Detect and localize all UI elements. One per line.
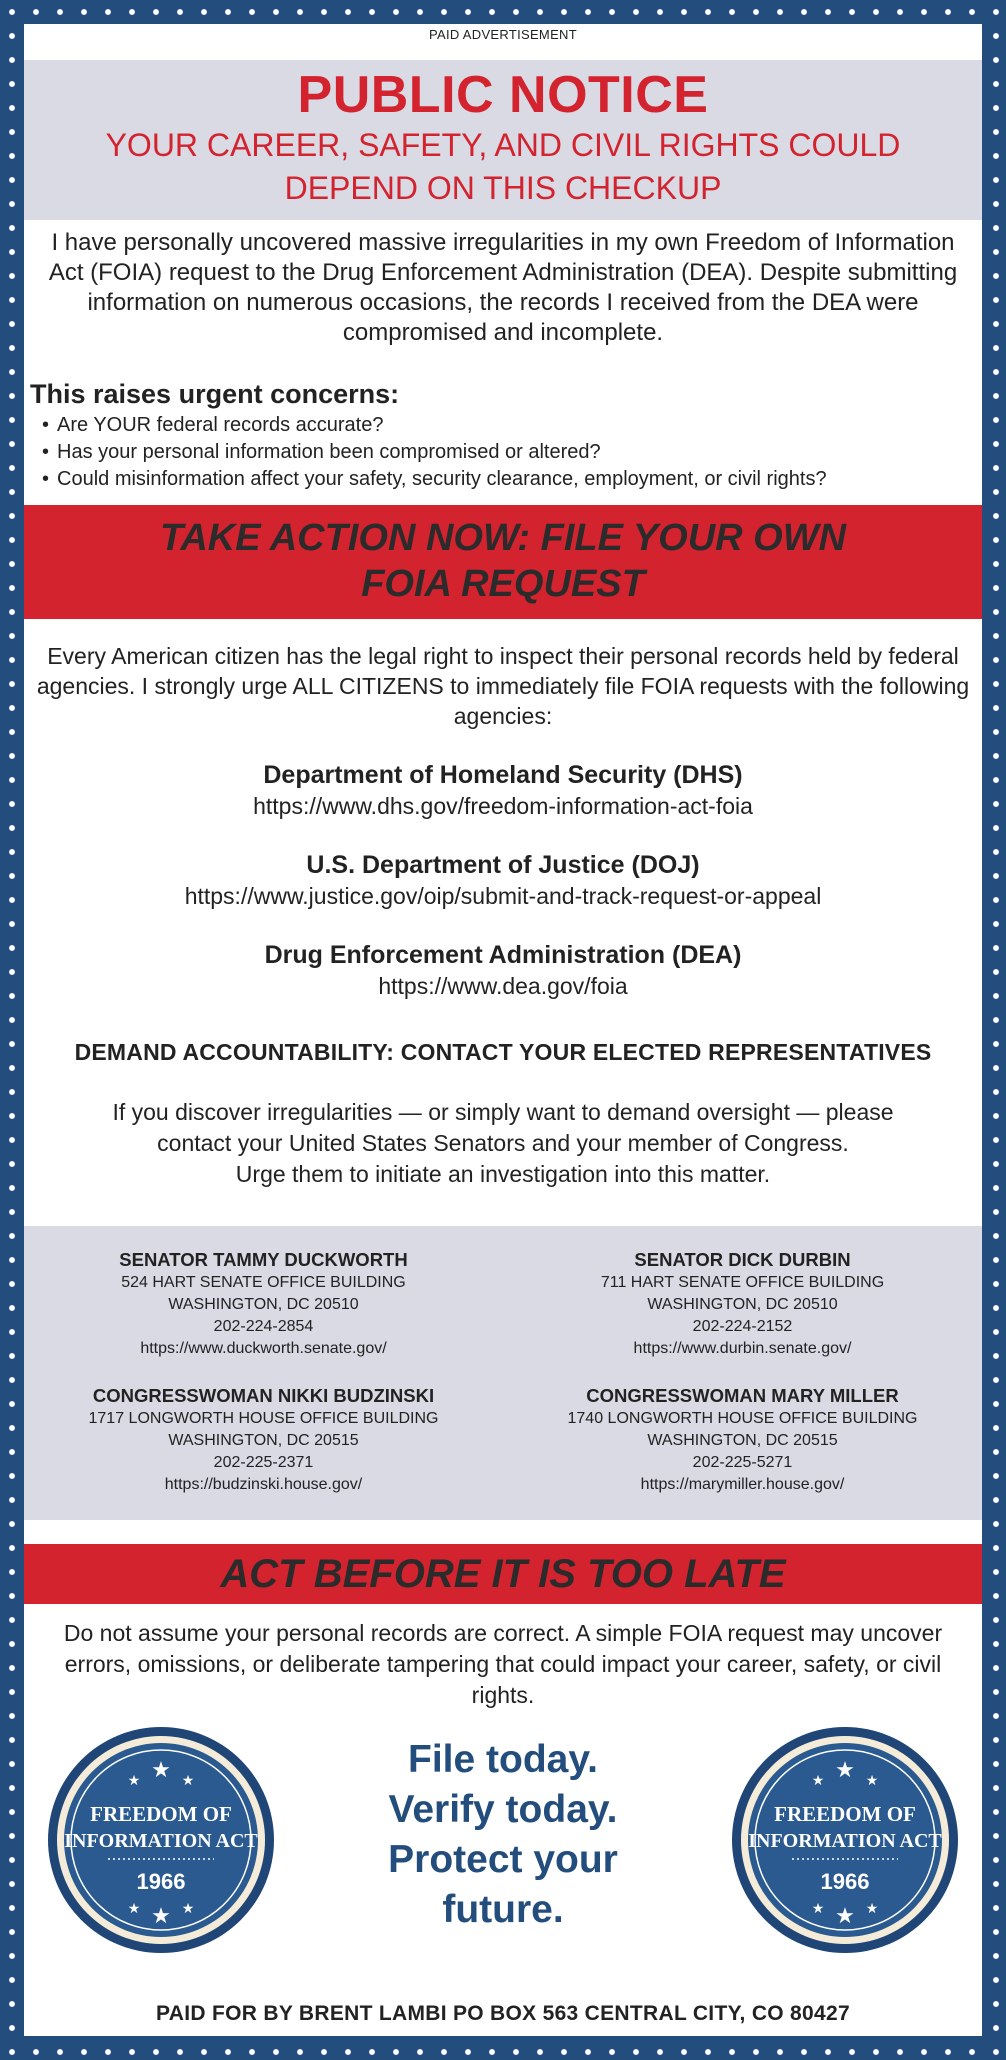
seal-line2: INFORMATION ACT xyxy=(748,1830,942,1852)
header-band xyxy=(24,60,982,220)
svg-text:★: ★ xyxy=(865,1773,879,1789)
rep-city: WASHINGTON, DC 20515 xyxy=(168,1432,359,1449)
rep-phone: 202-225-5271 xyxy=(692,1454,793,1471)
rights-paragraph: Every American citizen has the legal right to inspect their personal records held by federal agencies. I strongly urge ALL CITIZENS to immediately file FOIA requests with the following agencies: xyxy=(36,643,970,729)
take-action-line2: FOIA REQUEST xyxy=(361,563,645,605)
svg-text:★: ★ xyxy=(151,1904,171,1929)
rep-name: SENATOR DICK DURBIN xyxy=(634,1249,851,1270)
concerns-section xyxy=(24,348,982,493)
concern-item: • Are YOUR federal records accurate? xyxy=(42,412,976,439)
representatives-grid xyxy=(24,1248,982,1496)
agency-url: https://www.justice.gov/oip/submit-and-track-request-or-appeal xyxy=(184,883,822,909)
seal-line1: FREEDOM OF xyxy=(774,1802,916,1826)
discover-line1: If you discover irregularities — or simply want to demand oversight — please xyxy=(112,1099,894,1125)
svg-text:★: ★ xyxy=(835,1758,855,1783)
agency-name: Department of Homeland Security (DHS) xyxy=(263,761,743,789)
svg-text:★: ★ xyxy=(865,1901,879,1917)
advertisement-page xyxy=(24,24,982,2036)
rep-url: https://www.durbin.senate.gov/ xyxy=(633,1340,852,1357)
rep-name: SENATOR TAMMY DUCKWORTH xyxy=(119,1249,408,1270)
rep-duckworth xyxy=(24,1248,503,1360)
closing-paragraph: Do not assume your personal records are correct. A simple FOIA request may uncover errors, omissions, or deliberate tampering that could impact your career, safety, or civil rights. xyxy=(63,1620,943,1708)
agency-dhs xyxy=(24,759,982,821)
svg-text:★: ★ xyxy=(811,1901,825,1917)
svg-text:★: ★ xyxy=(127,1773,141,1789)
rep-miller xyxy=(503,1384,982,1496)
agency-doj xyxy=(24,849,982,911)
seal-year: 1966 xyxy=(136,1869,186,1894)
rep-phone: 202-224-2152 xyxy=(692,1318,793,1335)
rep-phone: 202-224-2854 xyxy=(213,1318,314,1335)
foia-seal-right xyxy=(730,1725,960,1955)
seal-line2: INFORMATION ACT xyxy=(64,1830,258,1852)
rep-office: 524 HART SENATE OFFICE BUILDING xyxy=(121,1274,406,1291)
concern-item: • Could misinformation affect your safety, security clearance, employment, or civil rights? xyxy=(42,466,976,493)
intro-paragraph: I have personally uncovered massive irregularities in my own Freedom of Information Act (FOIA) request to the Drug Enforcement Administration (DEA). Despite submitting information on numerous occasions, the records I received from the DEA were compromised and incomplete. xyxy=(48,229,958,346)
rep-url: https://marymiller.house.gov/ xyxy=(640,1476,845,1493)
representatives-band xyxy=(24,1226,982,1520)
rep-city: WASHINGTON, DC 20510 xyxy=(168,1296,359,1313)
tagline-line4: future. xyxy=(442,1888,564,1931)
rep-city: WASHINGTON, DC 20515 xyxy=(647,1432,838,1449)
agency-name: U.S. Department of Justice (DOJ) xyxy=(306,851,700,879)
tagline xyxy=(284,1735,722,1935)
header-subtitle-line1: YOUR CAREER, SAFETY, AND CIVIL RIGHTS COULD xyxy=(105,127,901,163)
concern-item: • Has your personal information been compromised or altered? xyxy=(42,439,976,466)
concerns-title: This raises urgent concerns: xyxy=(30,379,400,409)
discover-paragraph xyxy=(24,1097,982,1190)
discover-line2: contact your United States Senators and your member of Congress. xyxy=(157,1130,849,1156)
take-action-banner xyxy=(24,505,982,619)
rep-name: CONGRESSWOMAN NIKKI BUDZINSKI xyxy=(92,1385,435,1406)
rep-office: 711 HART SENATE OFFICE BUILDING xyxy=(600,1274,885,1291)
svg-text:★: ★ xyxy=(151,1758,171,1783)
public-notice-title: PUBLIC NOTICE xyxy=(297,66,709,124)
rep-phone: 202-225-2371 xyxy=(213,1454,314,1471)
rep-city: WASHINGTON, DC 20510 xyxy=(647,1296,838,1313)
seal-year: 1966 xyxy=(820,1869,870,1894)
svg-text:★: ★ xyxy=(835,1904,855,1929)
rep-office: 1740 LONGWORTH HOUSE OFFICE BUILDING xyxy=(567,1410,918,1427)
act-before-banner xyxy=(24,1544,982,1604)
discover-line3: Urge them to initiate an investigation into this matter. xyxy=(235,1161,771,1187)
header-subtitle-line2: DEPEND ON THIS CHECKUP xyxy=(284,170,722,206)
seal-line1: FREEDOM OF xyxy=(90,1802,232,1826)
tagline-line3: Protect your xyxy=(388,1838,618,1881)
take-action-line1: TAKE ACTION NOW: FILE YOUR OWN xyxy=(159,517,847,559)
svg-text:★: ★ xyxy=(811,1773,825,1789)
bottom-section xyxy=(24,1725,982,1945)
rep-url: https://www.duckworth.senate.gov/ xyxy=(140,1340,387,1357)
demand-accountability-heading: DEMAND ACCOUNTABILITY: CONTACT YOUR ELECTED REPRESENTATIVES xyxy=(74,1039,932,1065)
svg-text:★: ★ xyxy=(181,1773,195,1789)
rep-name: CONGRESSWOMAN MARY MILLER xyxy=(586,1385,899,1406)
rep-durbin xyxy=(503,1248,982,1360)
agency-dea xyxy=(24,939,982,1001)
paid-for-footer: PAID FOR BY BRENT LAMBI PO BOX 563 CENTRAL CITY, CO 80427 xyxy=(156,2002,850,2025)
paid-advertisement-label: PAID ADVERTISEMENT xyxy=(429,27,577,42)
rep-budzinski xyxy=(24,1384,503,1496)
act-before-heading: ACT BEFORE IT IS TOO LATE xyxy=(220,1552,786,1596)
rep-office: 1717 LONGWORTH HOUSE OFFICE BUILDING xyxy=(88,1410,439,1427)
agency-url: https://www.dea.gov/foia xyxy=(378,973,628,999)
agency-name: Drug Enforcement Administration (DEA) xyxy=(264,941,742,969)
tagline-line2: Verify today. xyxy=(388,1788,618,1831)
agency-url: https://www.dhs.gov/freedom-information-act-foia xyxy=(253,793,753,819)
svg-text:★: ★ xyxy=(181,1901,195,1917)
foia-seal-left xyxy=(46,1725,276,1955)
tagline-line1: File today. xyxy=(408,1738,598,1781)
concerns-list xyxy=(30,412,976,493)
rep-url: https://budzinski.house.gov/ xyxy=(164,1476,363,1493)
svg-text:★: ★ xyxy=(127,1901,141,1917)
